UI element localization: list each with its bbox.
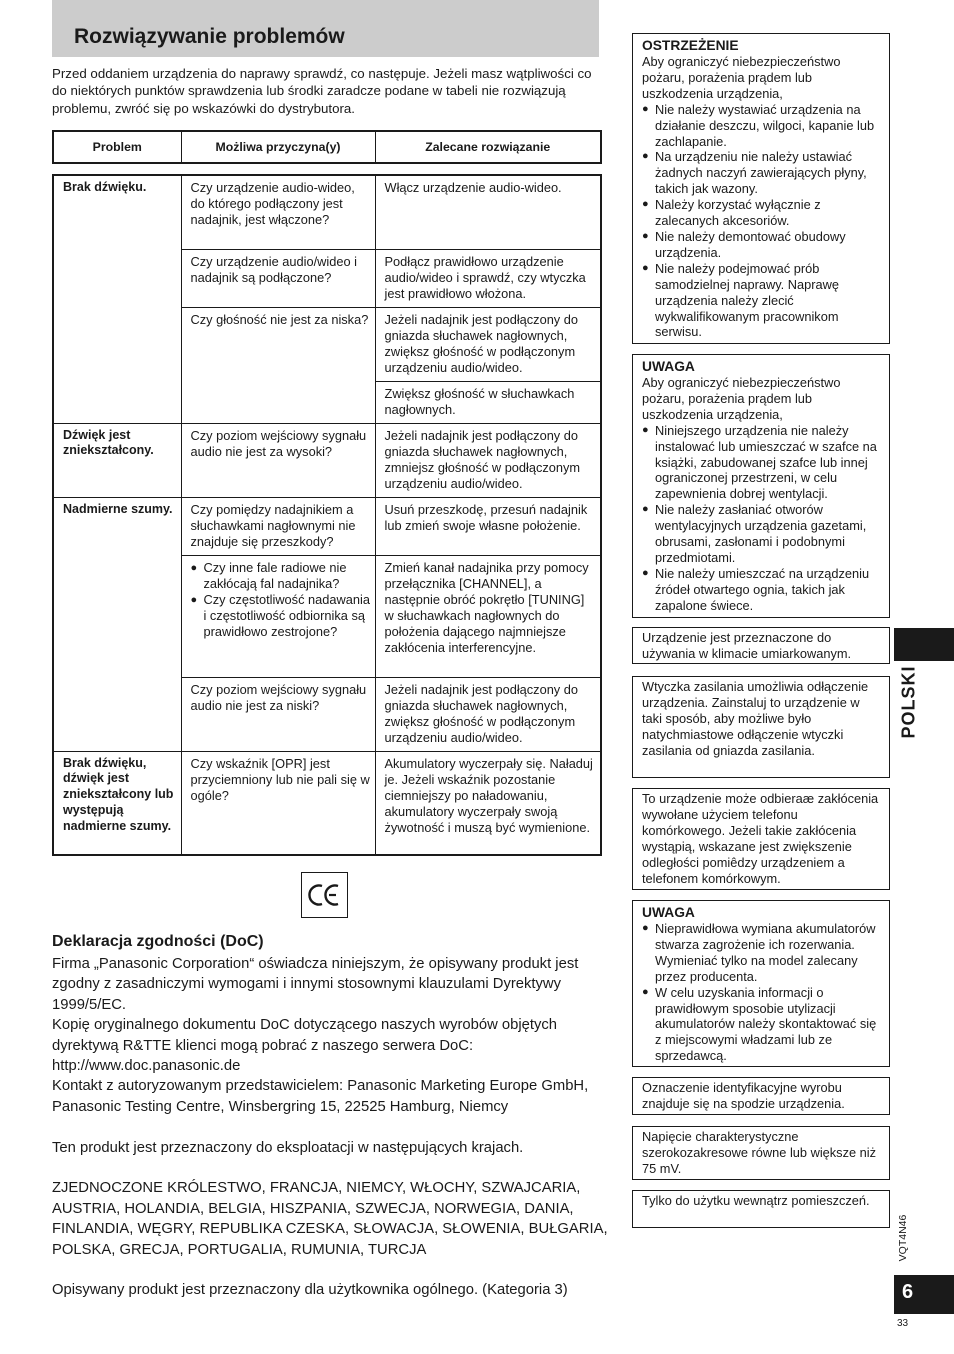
note-text: Urządzenie jest przeznaczone do używania w klimacie umiarkowanym. — [642, 630, 852, 661]
caution-heading: UWAGA — [642, 359, 695, 374]
table-row — [53, 751, 601, 855]
doc-countries: ZJEDNOCZONE KRÓLESTWO, FRANCJA, NIEMCY, WŁOCHY, SZWAJCARIA, AUSTRIA, HOLANDIA, BELGIA, HISZPANIA, SZWECJA, NORWEGIA, DANIA, FINLANDIA, WĘGRY, REPUBLIKA CZESKA, SŁOWACJA, SŁOWENIA, BUŁGARIA, POLSKA, GRECJA, PORTUGALIA, RUMUNIA, TURCJA — [52, 1180, 608, 1258]
problem-cell: Brak dźwięku, dźwięk jest zniekształcony lub występują nadmierne szumy. — [53, 751, 181, 855]
table-row — [53, 497, 601, 555]
battery-caution-box — [632, 900, 890, 1067]
caution-item: ● Nie należy zasłaniać otworów wentylacyjnych urządzenia gazetami, obrusami, zasłonami i podobnymi przedmiotami. — [642, 502, 883, 566]
solution-cell: Włącz urządzenie audio-wideo. — [375, 175, 601, 249]
caution-item: ● Niniejszego urządzenia nie należy instalować lub umieszczać w szafce na książki, zabudowanej szafce lub innej ograniczonej przestrzeni, w celu zapewnienia dobrej wentylacji. — [642, 423, 883, 503]
page-number-small: 33 — [897, 1318, 909, 1329]
title-bar — [52, 0, 599, 57]
cause-item: ● Czy inne fale radiowe nie zakłócają fal nadajnika? — [191, 560, 371, 592]
document-code-text: VQT4N46 — [897, 1214, 909, 1262]
note-text: Wtyczka zasilania umożliwia odłączenie urządzenia. Zainstaluj to urządzenie w taki sposób, aby możliwe było natychmiastowe odłączenie wtyczki zasilania od gniazda zasilania. — [642, 679, 869, 758]
cause-cell: Czy urządzenie audio/wideo i nadajnik są podłączone? — [181, 249, 375, 307]
doc-url: http://www.doc.panasonic.de — [52, 1058, 241, 1075]
language-text: POLSKI — [898, 665, 919, 739]
warning-heading: OSTRZEŻENIE — [642, 38, 739, 53]
doc-paragraph: Firma „Panasonic Corporation“ oświadcza niniejszym, że opisywany produkt jest zgodny z zasadniczymi wymogami i innymi stosownymi klauzulami Dyrektywy 1999/5/EC. — [52, 956, 579, 1013]
warning-item: ● Na urządzeniu nie należy ustawiać żadnych naczyń zawierających płyny, takich jak wazony. — [642, 149, 883, 197]
doc-paragraph: Kopię oryginalnego dokumentu DoC dotyczącego naszych wyrobów objętych dyrektywą R&TTE klienci mogą pobrać z naszego serwera DoC: — [52, 1017, 558, 1054]
note-text: Tylko do użytku wewnątrz pomieszczeń. — [642, 1193, 870, 1208]
solution-cell: Podłącz prawidłowo urządzenie audio/wideo i sprawdź, czy wtyczka jest prawidłowo włożona. — [375, 249, 601, 307]
cause-cell: Czy urządzenie audio-wideo, do którego podłączony jest nadajnik, jest włączone? — [181, 175, 375, 249]
warning-item: ● Należy korzystać wyłącznie z zalecanych akcesoriów. — [642, 197, 883, 229]
plug-note — [632, 676, 890, 778]
caution-heading: UWAGA — [642, 905, 695, 920]
warning-box — [632, 33, 890, 344]
phone-note — [632, 788, 890, 890]
troubleshooting-table — [52, 174, 602, 856]
doc-body — [52, 954, 612, 1301]
cause-item: ● Czy częstotliwość nadawania i częstotliwość odbiornika są prawidłowo zestrojone? — [191, 592, 371, 640]
intro-text: Przed oddaniem urządzenia do naprawy sprawdź, co następuje. Jeżeli masz wątpliwości co do niektórych punktów sprawdzenia lub środki zaradcze podane w tabeli nie rozwiązują problemu, zwróć się po wskazówki do dystrybutora. — [52, 66, 592, 116]
troubleshooting-header — [52, 130, 602, 164]
language-label — [894, 662, 924, 742]
page-title: Rozwiązywanie problemów — [74, 25, 345, 48]
note-text: Napięcie charakterystyczne szerokozakresowe równe lub większe niż 75 mV. — [642, 1129, 876, 1176]
solution-cell: Usuń przeszkodę, przesuń nadajnik lub zmień swoje własne położenie. — [375, 497, 601, 555]
warning-list — [642, 102, 883, 341]
cause-cell: Czy pomiędzy nadajnikiem a słuchawkami nagłownymi nie znajduje się przeszkody? — [181, 497, 375, 555]
document-code — [890, 1203, 916, 1273]
note-text: To urządzenie może odbieraæ zakłócenia wywołane użyciem telefonu komórkowego. Jeżeli takie zakłócenia wystąpią, wskazane jest zwiększenie odległości pomiêdzy urządzeniem a telefonem komórkowym. — [642, 791, 879, 886]
table-row — [53, 423, 601, 497]
warning-item: ● Nie należy wystawiać urządzenia na działanie deszczu, wilgoci, kapanie lub zachlapanie. — [642, 102, 883, 150]
voltage-note — [632, 1126, 890, 1180]
header-cause: Możliwa przyczyna(y) — [181, 131, 375, 163]
cause-list — [191, 560, 371, 640]
warning-item: ● Nie należy podejmować prób samodzielnej naprawy. Naprawę urządzenia należy zlecić wykwalifikowanym pracownikom serwisu. — [642, 261, 883, 341]
label-note — [632, 1077, 890, 1115]
header-solution: Zalecane rozwiązanie — [425, 140, 551, 154]
problem-cell: Nadmierne szumy. — [53, 497, 181, 751]
cause-cell: Czy wskaźnik [OPR] jest przyciemniony lub nie pali się w ogóle? — [181, 751, 375, 855]
cause-cell: Czy poziom wejściowy sygnału audio nie jest za wysoki? — [181, 423, 375, 497]
cause-cell — [181, 555, 375, 677]
warning-item: ● Nie należy demontować obudowy urządzenia. — [642, 229, 883, 261]
solution-cell: Jeżeli nadajnik jest podłączony do gniazda słuchawek nagłownych, zwiększ głośność w podłączonym urządzeniu audio/wideo. — [375, 307, 601, 381]
caution-item: ● Nie należy umieszczać na urządzeniu źródeł otwartego ognia, takich jak zapalone świece. — [642, 566, 883, 614]
solution-cell: Akumulatory wyczerpały się. Naładuj je. Jeżeli wskaźnik pozostanie ciemniejszy po naładowaniu, akumulatory wyczerpały swoją żywotność i muszą być wymienione. — [375, 751, 601, 855]
table-row — [53, 175, 601, 249]
caution-list — [642, 423, 883, 614]
doc-paragraph: Ten produkt jest przeznaczony do eksploatacji w następujących krajach. — [52, 1139, 524, 1156]
solution-cell: Jeżeli nadajnik jest podłączony do gniazda słuchawek nagłownych, zmniejsz głośność w podłączonym urządzeniu audio/wideo. — [375, 423, 601, 497]
warning-intro: Aby ograniczyć niebezpieczeństwo pożaru, porażenia prądem lub uszkodzenia urządzenia, — [642, 54, 841, 101]
note-text: Oznaczenie identyfikacyjne wyrobu znajduje się na spodzie urządzenia. — [642, 1080, 845, 1111]
caution-box — [632, 354, 890, 618]
doc-paragraph: Kontakt z autoryzowanym przedstawicielem: Panasonic Marketing Europe GmbH, Panasonic Testing Centre, Winsbergring 15, 22525 Hamburg, Niemcy — [52, 1078, 589, 1115]
solution-cell: Zwiększ głośność w słuchawkach nagłownych. — [375, 381, 601, 423]
page-number-box — [894, 1275, 954, 1314]
header-problem: Problem — [53, 131, 181, 163]
doc-heading: Deklaracja zgodności (DoC) — [52, 933, 264, 950]
caution-intro: Aby ograniczyć niebezpieczeństwo pożaru, porażenia prądem lub uszkodzenia urządzenia, — [642, 375, 841, 422]
caution-list — [642, 921, 883, 1064]
solution-cell: Jeżeli nadajnik jest podłączony do gniazda słuchawek nagłownych, zwiększ głośność w podłączonym urządzeniu audio/wideo. — [375, 677, 601, 751]
cause-cell: Czy poziom wejściowy sygnału audio nie jest za niski? — [181, 677, 375, 751]
caution-item: ● W celu uzyskania informacji o prawidłowym sposobie utylizacji akumulatorów należy skontaktować się z miejscowymi władzami lub ze sprzedawcą. — [642, 985, 883, 1065]
solution-cell: Zmień kanał nadajnika przy pomocy przełącznika [CHANNEL], a następnie obróć pokrętło [TUNING] w słuchawkach nagłownych do położenia dającego najmniejsze zakłócenia interferencyjne. — [375, 555, 601, 677]
page-number: 6 — [902, 1281, 914, 1303]
language-tab — [894, 628, 954, 661]
ce-mark-logo — [301, 872, 348, 918]
climate-note — [632, 627, 890, 664]
problem-cell: Brak dźwięku. — [53, 175, 181, 423]
cause-cell: Czy głośność nie jest za niska? — [181, 307, 375, 423]
caution-item: ● Nieprawidłowa wymiana akumulatorów stwarza zagrożenie ich rozerwania. Wymieniać tylko na model zalecany przez producenta. — [642, 921, 883, 985]
doc-paragraph: Opisywany produkt jest przeznaczony dla użytkownika ogólnego. (Kategoria 3) — [52, 1282, 568, 1299]
indoor-note — [632, 1190, 890, 1228]
problem-cell: Dźwięk jest zniekształcony. — [53, 423, 181, 497]
